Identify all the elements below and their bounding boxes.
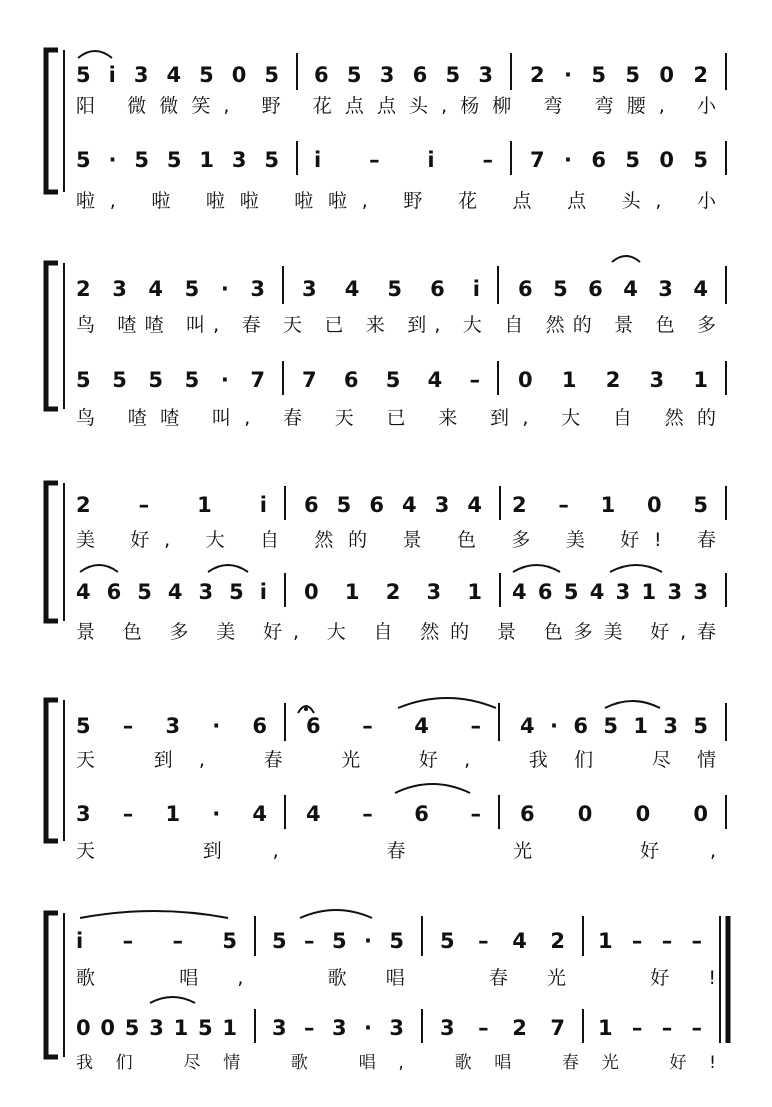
alto-measure: 1 – – – [598,1016,702,1040]
soprano-measure: 5 i 3 4 5 0 5 [76,63,279,87]
alto-measure: 3 – 3 · 3 [272,1016,404,1040]
alto-measure: 5 · 5 5 1 3 5 [76,148,279,172]
soprano-measure: 3 4 5 6 i [302,277,480,301]
score-system [46,50,726,212]
tie [300,910,372,918]
system-bracket [46,483,58,621]
soprano-lyrics: 鸟 喳喳 叫, 春 天 已 来 到, 大 自 然的 景 色 多 [76,314,716,336]
alto-measure: i – i – [314,148,493,172]
alto-measure: 7 6 5 4 – [302,368,480,392]
alto-measure: 3 – 2 7 [440,1016,565,1040]
slur [605,701,660,708]
slur [80,565,118,572]
alto-measure: 4 6 5 4 3 5 i [76,580,267,604]
alto-measure: 7 · 6 5 0 5 [530,148,708,172]
system-bracket [46,700,58,841]
alto-measure: 4 6 5 4 3 1 3 3 [512,580,708,604]
slur [612,256,640,262]
soprano-measure: 5 – 3 · 6 [76,714,267,738]
system-bracket [46,913,58,1057]
alto-measure: 5 5 5 5 · 7 [76,368,265,392]
alto-lyrics: 景 色 多 美 好, 大 自 然的 景 色多美 好,春 [76,621,717,643]
slur [513,565,560,572]
alto-lyrics: 鸟 喳喳 叫, 春 天 已 来 到, 大 自 然的 [76,407,716,429]
soprano-measure: 5 – 4 2 [440,929,565,953]
soprano-measure: 2 · 5 5 0 2 [530,63,708,87]
soprano-lyrics: 阳 微微笑, 野 花点点头,杨柳 弯 弯腰, 小 [76,95,716,117]
alto-measure: 0 1 2 3 1 [304,580,482,604]
score-system [46,700,726,862]
soprano-lyrics: 美 好, 大 自 然的 景 色 多 美 好! 春 [76,529,716,551]
tie [398,698,496,708]
system-bracket [46,50,58,192]
score-system [46,483,726,643]
soprano-measure: i – – 5 [76,929,237,953]
soprano-measure: 6 – 4 – [306,714,481,738]
tie [395,784,470,793]
soprano-measure: 6 5 3 6 5 3 [314,63,493,87]
alto-measure: 6 0 0 0 [520,802,708,826]
soprano-measure: 1 – – – [598,929,702,953]
soprano-measure: 2 3 4 5 · 3 [76,277,265,301]
alto-lyrics: 天 到, 春 光 好, [76,840,717,862]
slur [150,997,195,1003]
soprano-lyrics: 天 到, 春 光 好, 我们 尽情 [76,749,716,771]
alto-measure: 0 0 5 3 1 5 1 [76,1016,237,1040]
soprano-lyrics: 歌 唱, 歌唱 春光 好! [76,967,716,989]
soprano-measure: 2 – 1 0 5 [512,493,708,517]
alto-measure: 3 – 1 · 4 [76,802,267,826]
alto-lyrics: 啦, 啦 啦啦 啦啦, 野 花 点 点 头, 小 [76,190,716,212]
soprano-measure: 6 5 6 4 3 4 [304,493,482,517]
score-system [46,263,726,429]
tie [80,911,228,918]
soprano-measure: 5 – 5 · 5 [272,929,404,953]
soprano-measure: 4 · 6 5 1 3 5 [520,714,708,738]
slur [78,51,112,58]
alto-measure: 0 1 2 3 1 [518,368,708,392]
fermata-dot [304,707,308,711]
slur [208,565,248,572]
system-bracket [46,263,58,409]
score-system [46,913,728,1073]
soprano-measure: 6 5 6 4 3 4 [518,277,708,301]
slur [610,565,662,572]
soprano-measure: 2 – 1 i [76,493,267,517]
alto-measure: 4 – 6 – [306,802,481,826]
alto-lyrics: 我们 尽情 歌 唱, 歌唱 春光 好! [76,1053,716,1073]
